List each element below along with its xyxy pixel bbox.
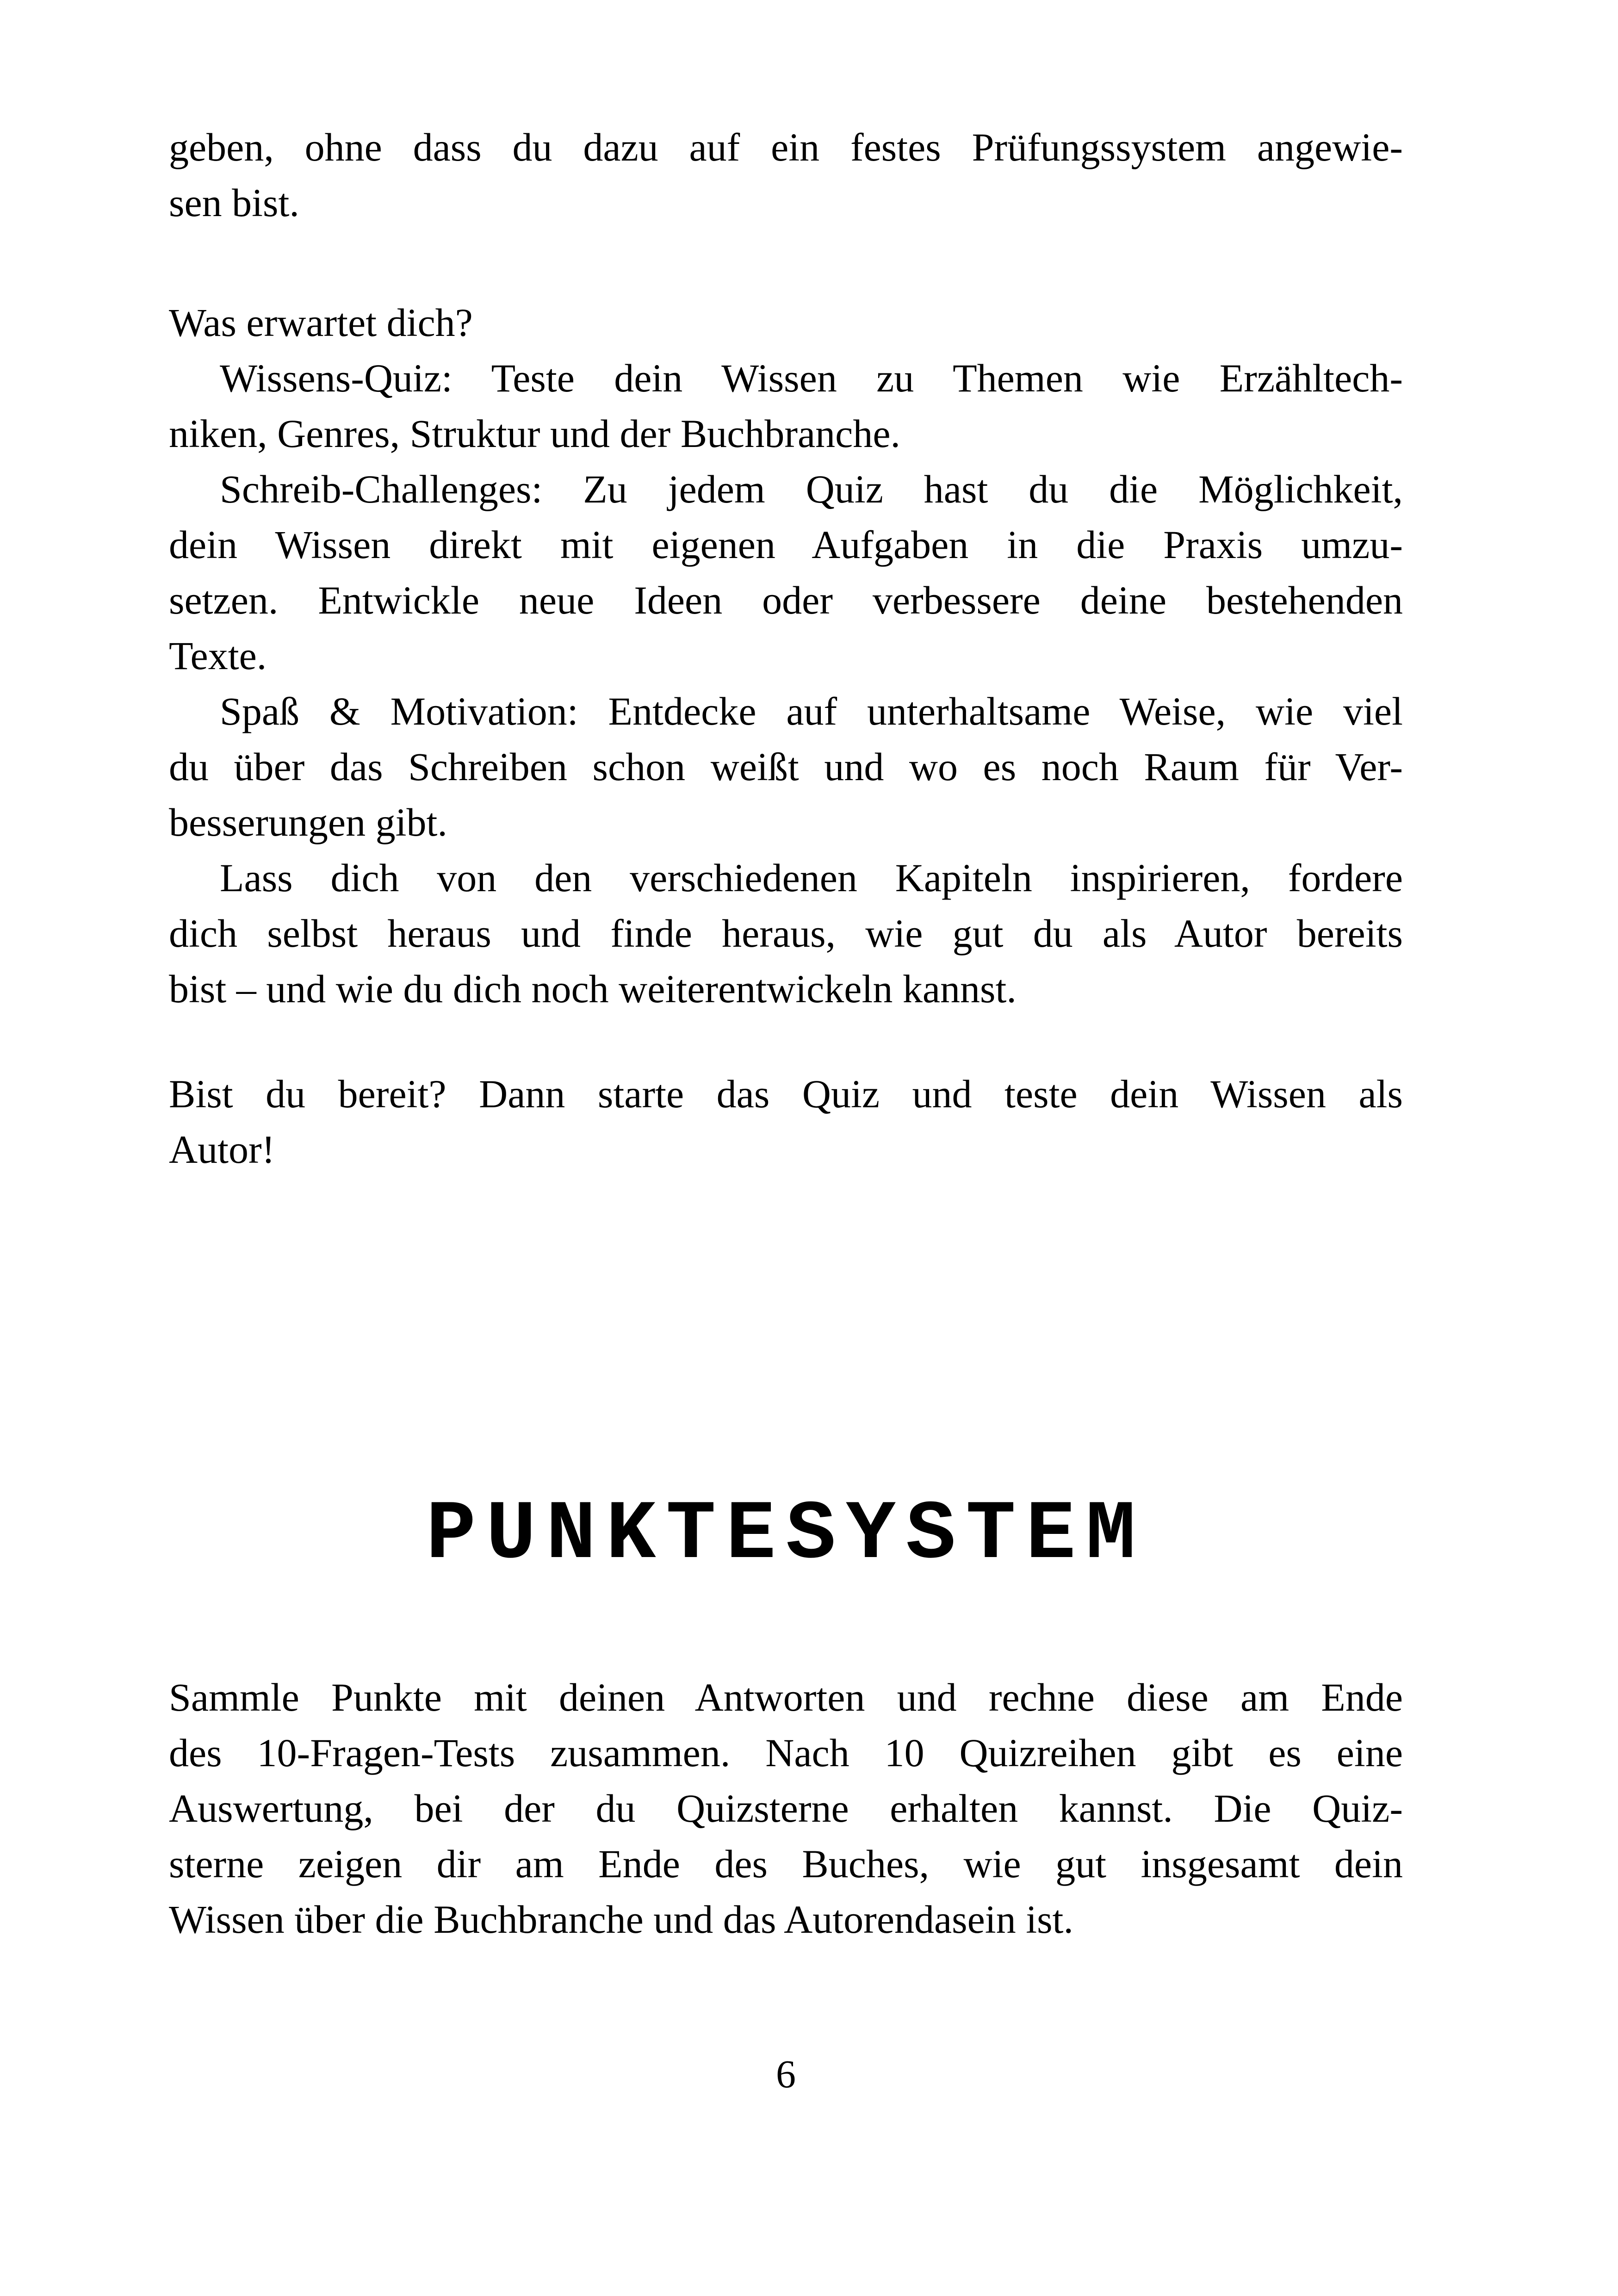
text-line: dich selbst heraus und finde heraus, wie gut du als Autor bereits	[169, 911, 1403, 956]
text-line: geben, ohne dass du dazu auf ein festes Prüfungssystem angewie-	[169, 125, 1403, 169]
text-line: setzen. Entwickle neue Ideen oder verbessere deine bestehenden	[169, 578, 1403, 622]
feature-paragraph-schreib-challenges	[169, 461, 1403, 683]
text-line: bist – und wie du dich noch weiterentwickeln kannst.	[169, 967, 1017, 1011]
text-line: du über das Schreiben schon weißt und wo es noch Raum für Ver-	[169, 745, 1403, 789]
text-line: Auswertung, bei der du Quizsterne erhalten kannst. Die Quiz-	[169, 1786, 1403, 1831]
text-line: Bist du bereit? Dann starte das Quiz und teste dein Wissen als	[169, 1072, 1403, 1116]
text-line: Wissens-Quiz: Teste dein Wissen zu Themen wie Erzähltech-	[220, 356, 1403, 400]
feature-paragraph-wissens-quiz	[169, 350, 1403, 461]
feature-paragraph-spass-motivation	[169, 683, 1403, 850]
text-line: Spaß & Motivation: Entdecke auf unterhaltsame Weise, wie viel	[220, 689, 1403, 733]
text-line: Lass dich von den verschiedenen Kapiteln inspirieren, fordere	[220, 856, 1403, 900]
text-line: dein Wissen direkt mit eigenen Aufgaben in die Praxis umzu-	[169, 522, 1403, 567]
feature-paragraph-lass-dich	[169, 850, 1403, 1017]
call-to-action-paragraph	[169, 1066, 1403, 1177]
text-line: Sammle Punkte mit deinen Antworten und rechne diese am Ende	[169, 1675, 1403, 1719]
chapter-heading: PUNKTESYSTEM	[426, 1488, 1146, 1582]
text-line: besserungen gibt.	[169, 800, 447, 844]
page-number: 6	[776, 2052, 796, 2096]
text-line: des 10-Fragen-Tests zusammen. Nach 10 Quizreihen gibt es eine	[169, 1731, 1403, 1775]
text-line: Texte.	[169, 633, 267, 678]
text-line: Autor!	[169, 1127, 275, 1172]
text-line: Wissen über die Buchbranche und das Autorendasein ist.	[169, 1897, 1073, 1942]
intro-paragraph	[169, 119, 1403, 230]
points-paragraph	[169, 1669, 1403, 1947]
text-line: sterne zeigen dir am Ende des Buches, wie gut insgesamt dein	[169, 1842, 1403, 1886]
text-line: Schreib-Challenges: Zu jedem Quiz hast du die Möglichkeit,	[220, 467, 1403, 511]
text-line: niken, Genres, Struktur und der Buchbranche.	[169, 411, 901, 456]
text-line: sen bist.	[169, 180, 299, 225]
question-line: Was erwartet dich?	[169, 300, 473, 345]
question-paragraph	[169, 295, 1403, 350]
